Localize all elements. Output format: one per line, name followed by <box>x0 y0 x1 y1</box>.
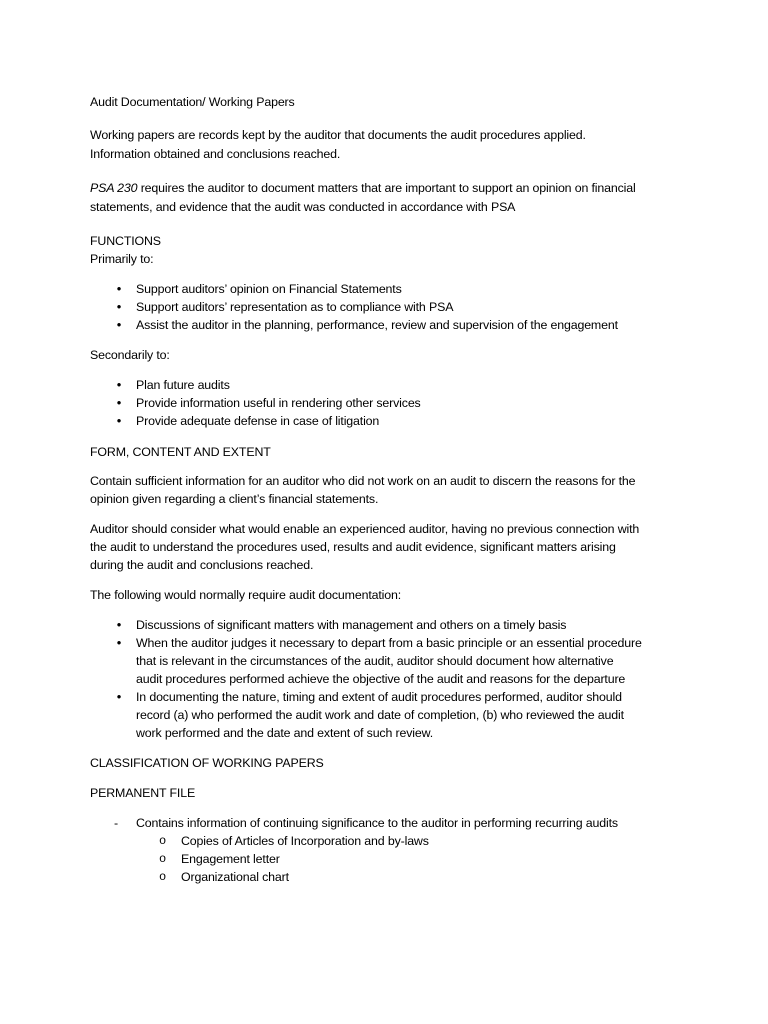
require-label: The following would normally require audit documentation: <box>90 588 402 602</box>
permanent-file-sub-item: Copies of Articles of Incorporation and by-laws <box>181 834 429 848</box>
secondary-item: Provide adequate defense in case of litigation <box>136 414 380 428</box>
form-paragraph-1-line: opinion given regarding a client’s financial statements. <box>90 492 379 506</box>
intro-line-2: Information obtained and conclusions reached. <box>90 147 341 161</box>
circle-bullet-glyph: o <box>159 834 167 848</box>
psa-text: requires the auditor to document matters that are important to support an opinion on financial <box>137 181 636 195</box>
form-paragraph-2-line: Auditor should consider what would enable an experienced auditor, having no previous connection with <box>90 522 640 536</box>
primary-item: Assist the auditor in the planning, performance, review and supervision of the engagement <box>136 318 618 332</box>
bullet-glyph: • <box>116 395 122 410</box>
documentation-item-continuation: that is relevant in the circumstances of the audit, auditor should document how alternative <box>136 654 614 668</box>
intro-line-1: Working papers are records kept by the auditor that documents the audit procedures applied. <box>90 128 586 142</box>
form-paragraph-2-line: the audit to understand the procedures used, results and audit evidence, significant matters arising <box>90 540 616 554</box>
permanent-file-sub-item: Organizational chart <box>181 870 289 884</box>
secondarily-label: Secondarily to: <box>90 348 170 362</box>
secondary-item: Plan future audits <box>136 378 230 392</box>
form-paragraph-1-line: Contain sufficient information for an auditor who did not work on an audit to discern the reasons for the <box>90 474 636 488</box>
bullet-glyph: • <box>116 689 122 704</box>
bullet-glyph: • <box>116 317 122 332</box>
dash-glyph: - <box>114 816 118 830</box>
document-title: Audit Documentation/ Working Papers <box>90 95 295 109</box>
documentation-item: When the auditor judges it necessary to depart from a basic principle or an essential procedure <box>136 636 642 650</box>
classification-heading: CLASSIFICATION OF WORKING PAPERS <box>90 756 324 770</box>
psa-paragraph-line-1 <box>90 179 636 197</box>
circle-bullet-glyph: o <box>159 870 167 884</box>
psa-paragraph-line-2: statements, and evidence that the audit was conducted in accordance with PSA <box>90 200 516 214</box>
bullet-glyph: • <box>116 281 122 296</box>
functions-heading: FUNCTIONS <box>90 234 161 248</box>
primary-item: Support auditors’ opinion on Financial Statements <box>136 282 402 296</box>
form-paragraph-2-line: during the audit and conclusions reached. <box>90 558 314 572</box>
primarily-label: Primarily to: <box>90 252 154 266</box>
permanent-file-sub-item: Engagement letter <box>181 852 280 866</box>
permanent-file-heading: PERMANENT FILE <box>90 786 196 800</box>
bullet-glyph: • <box>116 377 122 392</box>
psa-reference: PSA 230 <box>90 181 138 195</box>
documentation-item-continuation: work performed and the date and extent of such review. <box>136 726 434 740</box>
form-heading: FORM, CONTENT AND EXTENT <box>90 445 271 459</box>
bullet-glyph: • <box>116 617 122 632</box>
documentation-item: Discussions of significant matters with management and others on a timely basis <box>136 618 567 632</box>
bullet-glyph: • <box>116 413 122 428</box>
documentation-item: In documenting the nature, timing and extent of audit procedures performed, auditor should <box>136 690 622 704</box>
permanent-file-item: Contains information of continuing significance to the auditor in performing recurring audits <box>136 816 618 830</box>
bullet-glyph: • <box>116 299 122 314</box>
primary-item: Support auditors’ representation as to compliance with PSA <box>136 300 454 314</box>
documentation-item-continuation: record (a) who performed the audit work and date of completion, (b) who reviewed the audit <box>136 708 624 722</box>
documentation-item-continuation: audit procedures performed achieve the objective of the audit and reasons for the departure <box>136 672 626 686</box>
circle-bullet-glyph: o <box>159 852 167 866</box>
secondary-item: Provide information useful in rendering other services <box>136 396 421 410</box>
bullet-glyph: • <box>116 635 122 650</box>
